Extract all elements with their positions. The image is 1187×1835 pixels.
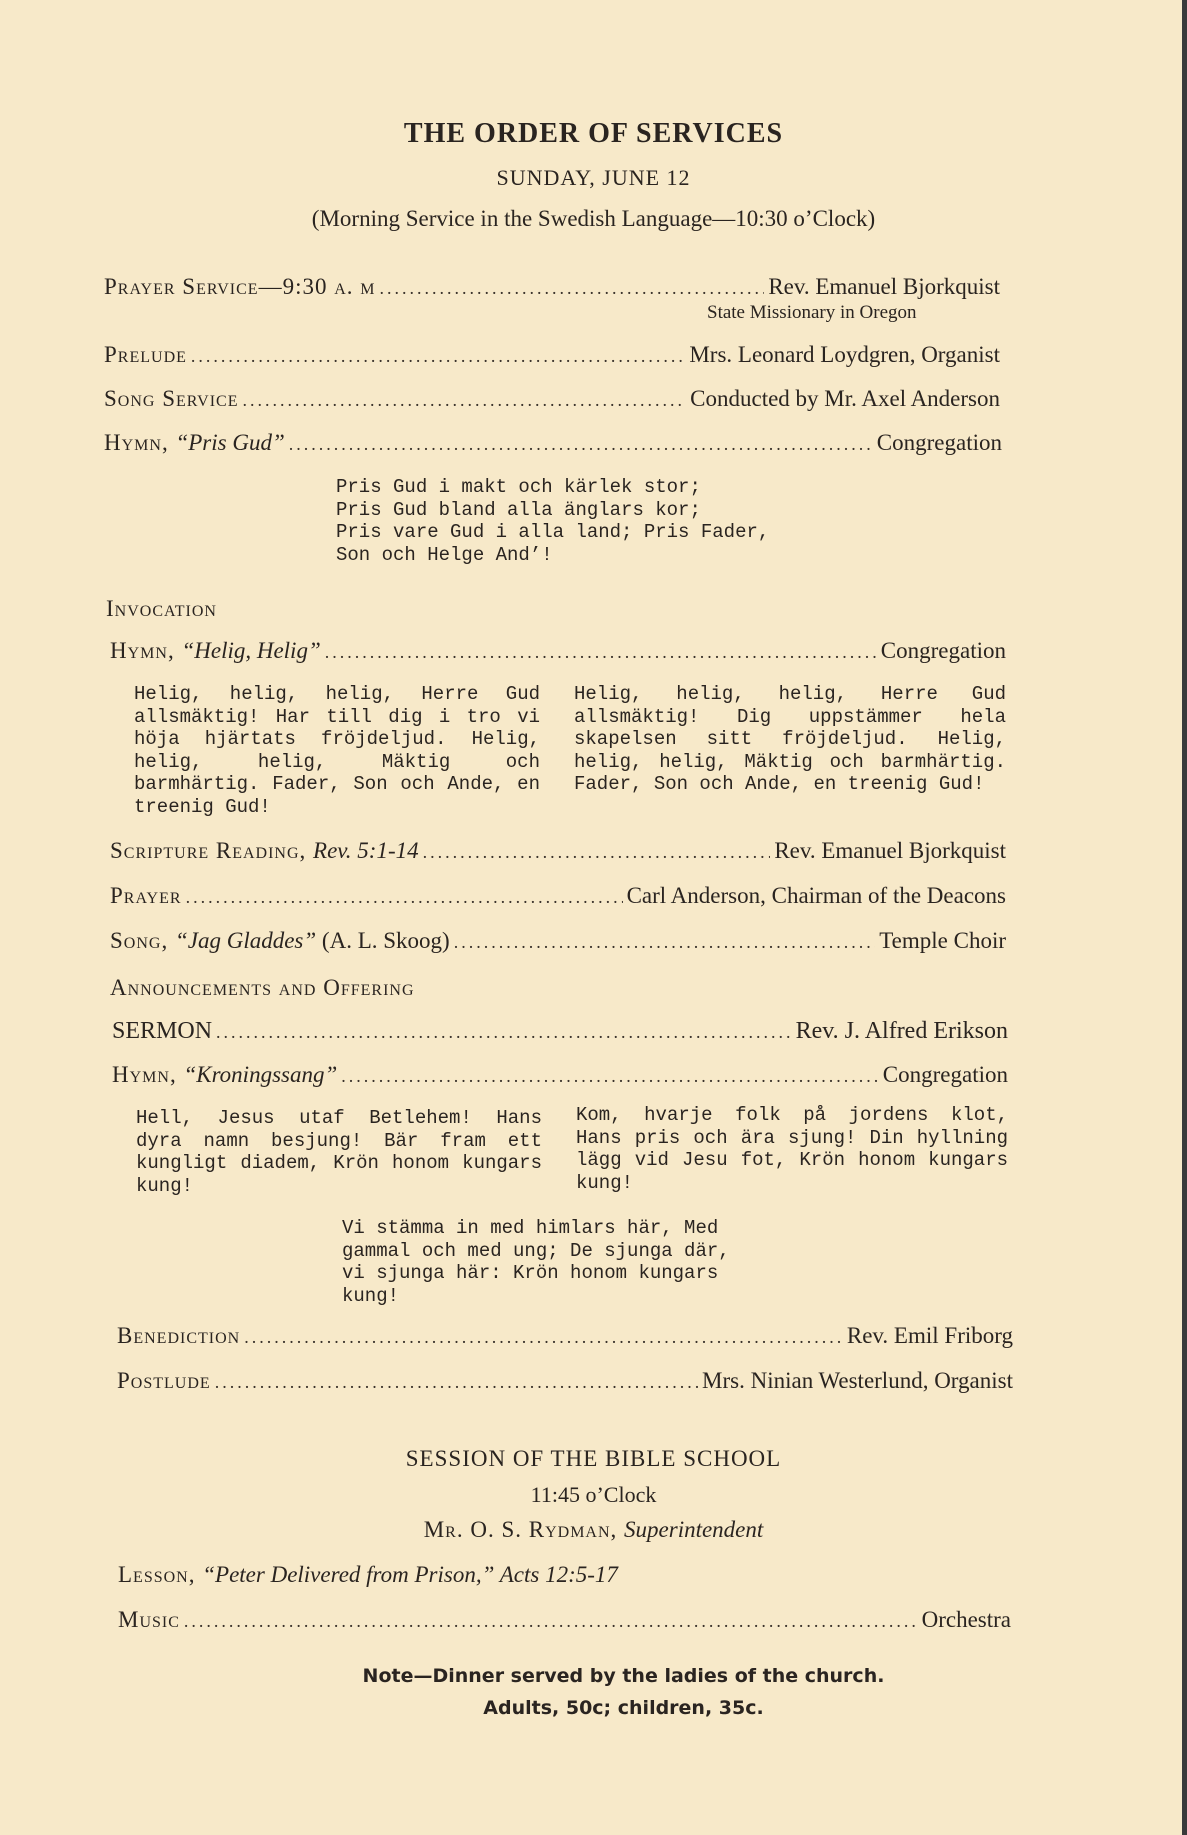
- sermon-row: [112, 1018, 1008, 1045]
- hymn-pris-gud-row: [104, 430, 1002, 456]
- music-row: [118, 1607, 1011, 1633]
- postlude-organist: Mrs. Ninian Westerlund, Organist: [702, 1368, 1013, 1393]
- leader-dots: [454, 932, 876, 953]
- hymn-helig-verse-left: Helig, helig, helig, Herre Gud allsmäktig! Har till dig i tro vi höja hjärtats fröjdeljud. Helig, helig, helig, Mäktig och barmhärtig. Fader, Son och Ande, en treenig Gud!: [134, 683, 540, 818]
- service-date: SUNDAY, JUNE 12: [496, 165, 691, 190]
- scripture-label-group: [110, 838, 419, 864]
- scan-edge: [1182, 0, 1187, 1835]
- verse-line: Pris Gud i makt och kärlek stor;: [336, 476, 701, 498]
- dinner-prices: Adults, 50c; children, 35c.: [483, 1697, 764, 1719]
- hymn-performer: Congregation: [876, 430, 1002, 455]
- lesson-line: [118, 1562, 618, 1588]
- prayer-service-row: [104, 274, 1000, 300]
- prayer-leader: Carl Anderson, Chairman of the Deacons: [626, 883, 1006, 908]
- leader-dots: [186, 887, 623, 908]
- song-service-row: [104, 386, 1000, 412]
- invocation-label: Invocation: [106, 596, 217, 621]
- verse-line: kung!: [342, 1284, 400, 1307]
- song-performer: Temple Choir: [879, 928, 1006, 953]
- song-label: Song,: [110, 928, 175, 953]
- music-performer: Orchestra: [921, 1607, 1011, 1632]
- prelude-organist: Mrs. Leonard Loydgren, Organist: [689, 342, 1000, 367]
- hymn-kroningssang-verse-right: Kom, hvarje folk på jordens klot, Hans pris och ära sjung! Din hyllning lägg vid Jesu fot, Krön honom kungars kung!: [576, 1104, 1008, 1194]
- hymn-title: “Kroningssang”: [183, 1062, 338, 1087]
- song-title: “Jag Gladdes”: [174, 928, 317, 953]
- bible-school-title: SESSION OF THE BIBLE SCHOOL: [405, 1446, 782, 1471]
- verse-line: Pris Gud bland alla änglars kor;: [336, 498, 701, 521]
- sermon-label: SERMON: [112, 1018, 213, 1044]
- service-subtitle: (Morning Service in the Swedish Language—10:30 o’Clock): [311, 206, 876, 231]
- prayer-service-leader: Rev. Emanuel Bjorkquist: [768, 274, 1000, 299]
- benediction-label: Benediction: [117, 1323, 241, 1348]
- leader-dots: [216, 1022, 792, 1043]
- bible-school-time: 11:45 o’Clock: [530, 1482, 657, 1507]
- leader-dots: [243, 390, 687, 411]
- song-service-label: Song Service: [104, 386, 239, 411]
- scripture-reader: Rev. Emanuel Bjorkquist: [774, 838, 1006, 863]
- bible-school-superintendent: [0, 1517, 1187, 1543]
- hymn-pris-gud-verse: [336, 476, 769, 566]
- hymn-kroningssang-verse-center: [342, 1217, 730, 1307]
- verse-line: gammal och med ung; De sjunga där,: [342, 1239, 730, 1262]
- hymn-helig-row: [110, 638, 1006, 664]
- prelude-label: Prelude: [104, 342, 187, 367]
- lesson-label: Lesson,: [118, 1562, 203, 1587]
- verse-line: Son och Helge And’!: [336, 543, 553, 566]
- postlude-label: Postlude: [117, 1368, 211, 1393]
- verse-line: Pris vare Gud i alla land; Pris Fader,: [336, 521, 770, 543]
- scripture-reference: Rev. 5:1-14: [313, 838, 419, 863]
- announcements-label: Announcements and Offering: [110, 975, 415, 1000]
- hymn-label: Hymn,: [112, 1062, 184, 1087]
- leader-dots: [215, 1372, 698, 1393]
- hymn-label: Hymn,: [110, 638, 182, 663]
- prayer-row: [110, 883, 1006, 909]
- leader-dots: [184, 1611, 918, 1632]
- song-service-leader: Conducted by Mr. Axel Anderson: [690, 386, 1000, 411]
- scripture-reading-row: [110, 838, 1006, 864]
- leader-dots: [423, 842, 771, 863]
- verse-line: vi sjunga här: Krön honom kungars: [342, 1262, 719, 1284]
- benediction-leader: Rev. Emil Friborg: [846, 1323, 1013, 1348]
- hymn-title: “Helig, Helig”: [181, 638, 321, 663]
- benediction-row: [117, 1323, 1013, 1349]
- hymn-performer: Congregation: [882, 1062, 1008, 1087]
- page-title: THE ORDER OF SERVICES: [403, 118, 784, 149]
- verse-line: Vi stämma in med himlars här, Med: [342, 1217, 719, 1239]
- hymn-label-group: [104, 430, 285, 456]
- song-composer: (A. L. Skoog): [316, 928, 450, 953]
- hymn-performer: Congregation: [880, 638, 1006, 663]
- prayer-service-label: Prayer Service—9:30 a. m: [104, 274, 376, 299]
- hymn-label: Hymn,: [104, 430, 176, 455]
- prayer-label: Prayer: [110, 883, 182, 908]
- hymn-helig-verse-right: Helig, helig, helig, Herre Gud allsmäktig! Dig uppstämmer hela skapelsen sitt fröjdeljud. Helig, helig, helig, Mäktig och barmhärtig. Fader, Son och Ande, en treenig Gud!: [574, 683, 1006, 795]
- dinner-note: Note—Dinner served by the ladies of the church.: [362, 1665, 885, 1687]
- leader-dots: [191, 346, 685, 367]
- scripture-label: Scripture Reading,: [110, 838, 314, 863]
- sermon-preacher: Rev. J. Alfred Erikson: [795, 1018, 1008, 1044]
- superintendent-name: Mr. O. S. Rydman,: [423, 1517, 625, 1542]
- leader-dots: [244, 1327, 843, 1348]
- superintendent-role: Superintendent: [624, 1517, 764, 1542]
- postlude-row: [117, 1368, 1013, 1394]
- leader-dots: [341, 1066, 879, 1087]
- leader-dots: [289, 434, 873, 455]
- leader-dots: [325, 642, 877, 663]
- prelude-row: [104, 342, 1000, 368]
- hymn-kroningssang-row: [112, 1062, 1008, 1088]
- song-label-group: [110, 928, 450, 954]
- music-label: Music: [118, 1607, 180, 1632]
- hymn-label-group: [110, 638, 321, 664]
- hymn-title: “Pris Gud”: [175, 430, 285, 455]
- song-row: [110, 928, 1006, 954]
- hymn-label-group: [112, 1062, 337, 1088]
- lesson-title: “Peter Delivered from Prison,” Acts 12:5-17: [202, 1562, 618, 1587]
- prayer-service-note: State Missionary in Oregon: [707, 302, 917, 323]
- hymn-kroningssang-verse-left: Hell, Jesus utaf Betlehem! Hans dyra namn besjung! Bär fram ett kungligt diadem, Krön honom kungars kung!: [136, 1107, 542, 1197]
- leader-dots: [380, 278, 765, 299]
